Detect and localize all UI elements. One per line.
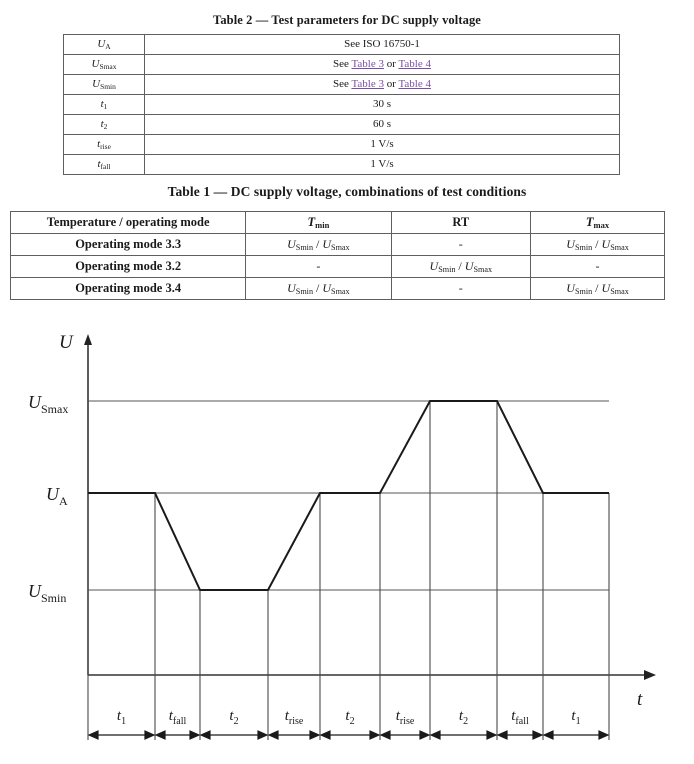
table-row [64, 35, 620, 55]
table2-param-UA: $U_A$ [64, 35, 145, 55]
waveform-trace [88, 401, 609, 590]
table1-cell-mode34-rt: - [391, 278, 531, 300]
table-row [11, 278, 665, 300]
table2-value-UA: See ISO 16750-1 [145, 35, 620, 55]
table2-param-t1: $t_1$ [64, 95, 145, 115]
table2-param-trise: $t_{rise}$ [64, 135, 145, 155]
segment-label-t2-b: $t_2$ [345, 708, 355, 727]
table2-param-t2: $t_2$ [64, 115, 145, 135]
table2-value-USmin: See Table 3 or Table 4 [145, 75, 620, 95]
table-row [64, 115, 620, 135]
y-axis-label: U [59, 332, 73, 353]
table-row [64, 55, 620, 75]
table-row [64, 95, 620, 115]
table2-value-t1: 30 s [145, 95, 620, 115]
table2-param-USmin: $U_{Smin}$ [64, 75, 145, 95]
x-axis-label: t [637, 689, 643, 710]
voltage-waveform-diagram [0, 320, 694, 764]
table1-cell-mode32-tmin: - [246, 256, 391, 278]
segment-label-tfall-a: $t_{fall}$ [168, 708, 187, 727]
table2-caption: Table 2 — Test parameters for DC supply voltage [213, 13, 481, 27]
link-table-4[interactable]: Table 4 [398, 78, 431, 90]
table1-rowlabel-mode32: Operating mode 3.2 [11, 256, 246, 278]
table2-value-t2: 60 s [145, 115, 620, 135]
table1-cell-mode33-tmin: $U_{Smin} / U_{Smax}$ [246, 234, 391, 256]
table1-header-row [11, 212, 665, 234]
table2-value-tfall: 1 V/s [145, 155, 620, 175]
table1-cell-mode32-rt: $U_{Smin} / U_{Smax}$ [391, 256, 531, 278]
table2-body [64, 35, 620, 175]
table-row [64, 155, 620, 175]
table-row [11, 234, 665, 256]
table-row [64, 135, 620, 155]
table-row [64, 75, 620, 95]
table2-value-trise: 1 V/s [145, 135, 620, 155]
table1-cell-mode34-tmax: $U_{Smin} / U_{Smax}$ [531, 278, 665, 300]
table1-cell-mode34-tmin: $U_{Smin} / U_{Smax}$ [246, 278, 391, 300]
table1-caption: Table 1 — DC supply voltage, combinations of test conditions [167, 184, 527, 199]
table1-cell-mode33-tmax: $U_{Smin} / U_{Smax}$ [531, 234, 665, 256]
link-table-3[interactable]: Table 3 [351, 58, 384, 70]
table2-param-USmax: $U_{Smax}$ [64, 55, 145, 75]
segment-gridlines [88, 401, 609, 740]
y-axis-arrowhead [84, 334, 92, 345]
x-axis-arrowhead [644, 670, 656, 680]
table-row [11, 256, 665, 278]
table1-header-tmin: $T_{min}$ [246, 212, 391, 234]
table1-cell-mode33-rt: - [391, 234, 531, 256]
segment-label-t1-b: $t_1$ [571, 708, 581, 727]
table1-rowlabel-mode33: Operating mode 3.3 [11, 234, 246, 256]
table-test-parameters [63, 34, 620, 175]
segment-dimension-arrows [89, 731, 608, 739]
segment-label-t1-a: $t_1$ [116, 708, 127, 727]
y-tick-label-usmax: $U_{Smax}$ [28, 392, 69, 416]
table-test-conditions [10, 211, 665, 300]
table1-body [11, 212, 665, 300]
table1-rowlabel-mode34: Operating mode 3.4 [11, 278, 246, 300]
table1-header-mode: Temperature / operating mode [11, 212, 246, 234]
segment-label-trise-a: $t_{rise}$ [284, 708, 304, 727]
table1-header-rt: RT [391, 212, 531, 234]
y-tick-label-usmin: $U_{Smin}$ [28, 581, 67, 605]
table1-cell-mode32-tmax: - [531, 256, 665, 278]
table2-param-tfall: $t_{fall}$ [64, 155, 145, 175]
table1-header-tmax: $T_{max}$ [531, 212, 665, 234]
segment-label-trise-b: $t_{rise}$ [395, 708, 415, 727]
table2-value-USmax: See Table 3 or Table 4 [145, 55, 620, 75]
segment-label-t2-c: $t_2$ [458, 708, 469, 727]
y-tick-label-ua: $U_A$ [46, 484, 68, 508]
segment-label-tfall-b: $t_{fall}$ [511, 708, 529, 727]
segment-label-t2-a: $t_2$ [229, 708, 239, 727]
chart-svg [0, 320, 694, 764]
link-table-4[interactable]: Table 4 [398, 58, 431, 70]
link-table-3[interactable]: Table 3 [351, 78, 384, 90]
